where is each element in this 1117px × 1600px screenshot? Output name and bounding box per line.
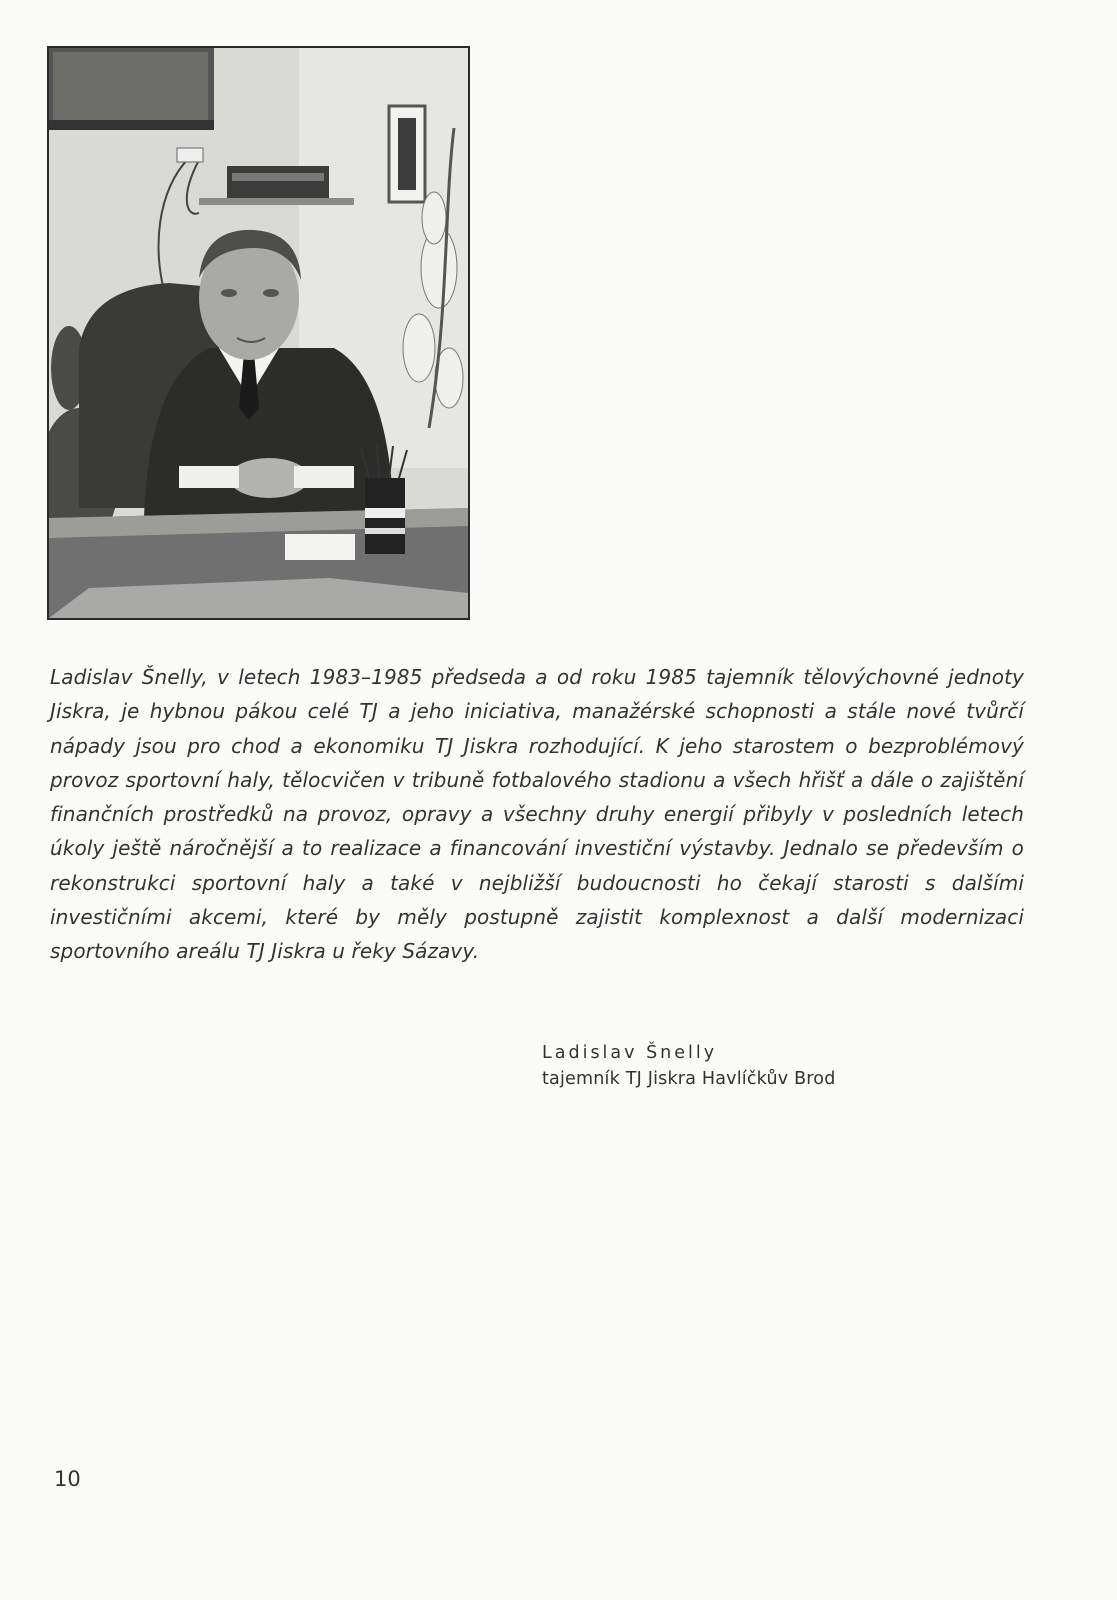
portrait-photo-illustration	[49, 48, 468, 618]
signature-name: Ladislav Šnelly	[542, 1043, 718, 1063]
signature-block	[542, 1040, 836, 1092]
signature-title: tajemník TJ Jiskra Havlíčkův Brod	[542, 1069, 836, 1089]
photo-caption: Ladislav Šnelly, v letech 1983–1985 předseda a od roku 1985 tajemník tělovýchovné jednoty Jiskra, je hybnou pákou celé TJ a jeho iniciativa, manažérské schopnosti a stále nové tvůrčí nápady jsou pro chod a ekonomiku TJ Jiskra rozhodující. K jeho starostem o bezproblémový provoz sportovní haly, tělocvičen v tribuně fotbalového stadionu a všech hřišť a dále o zajištění finančních prostředků na provoz, opravy a všechny druhy energií přibyly v posledních letech úkoly ještě náročnější a to realizace a financování investiční výstavby. Jednalo se především o rekonstrukci sportovní haly a také v nejbližší budoucnosti ho čekají starosti s dalšími investičními akcemi, které by měly postupně zajistit komplexnost a další modernizaci sportovního areálu TJ Jiskra u řeky Sázavy.	[50, 665, 1024, 964]
page-number: 10	[54, 1467, 81, 1491]
portrait-photo	[47, 46, 470, 620]
